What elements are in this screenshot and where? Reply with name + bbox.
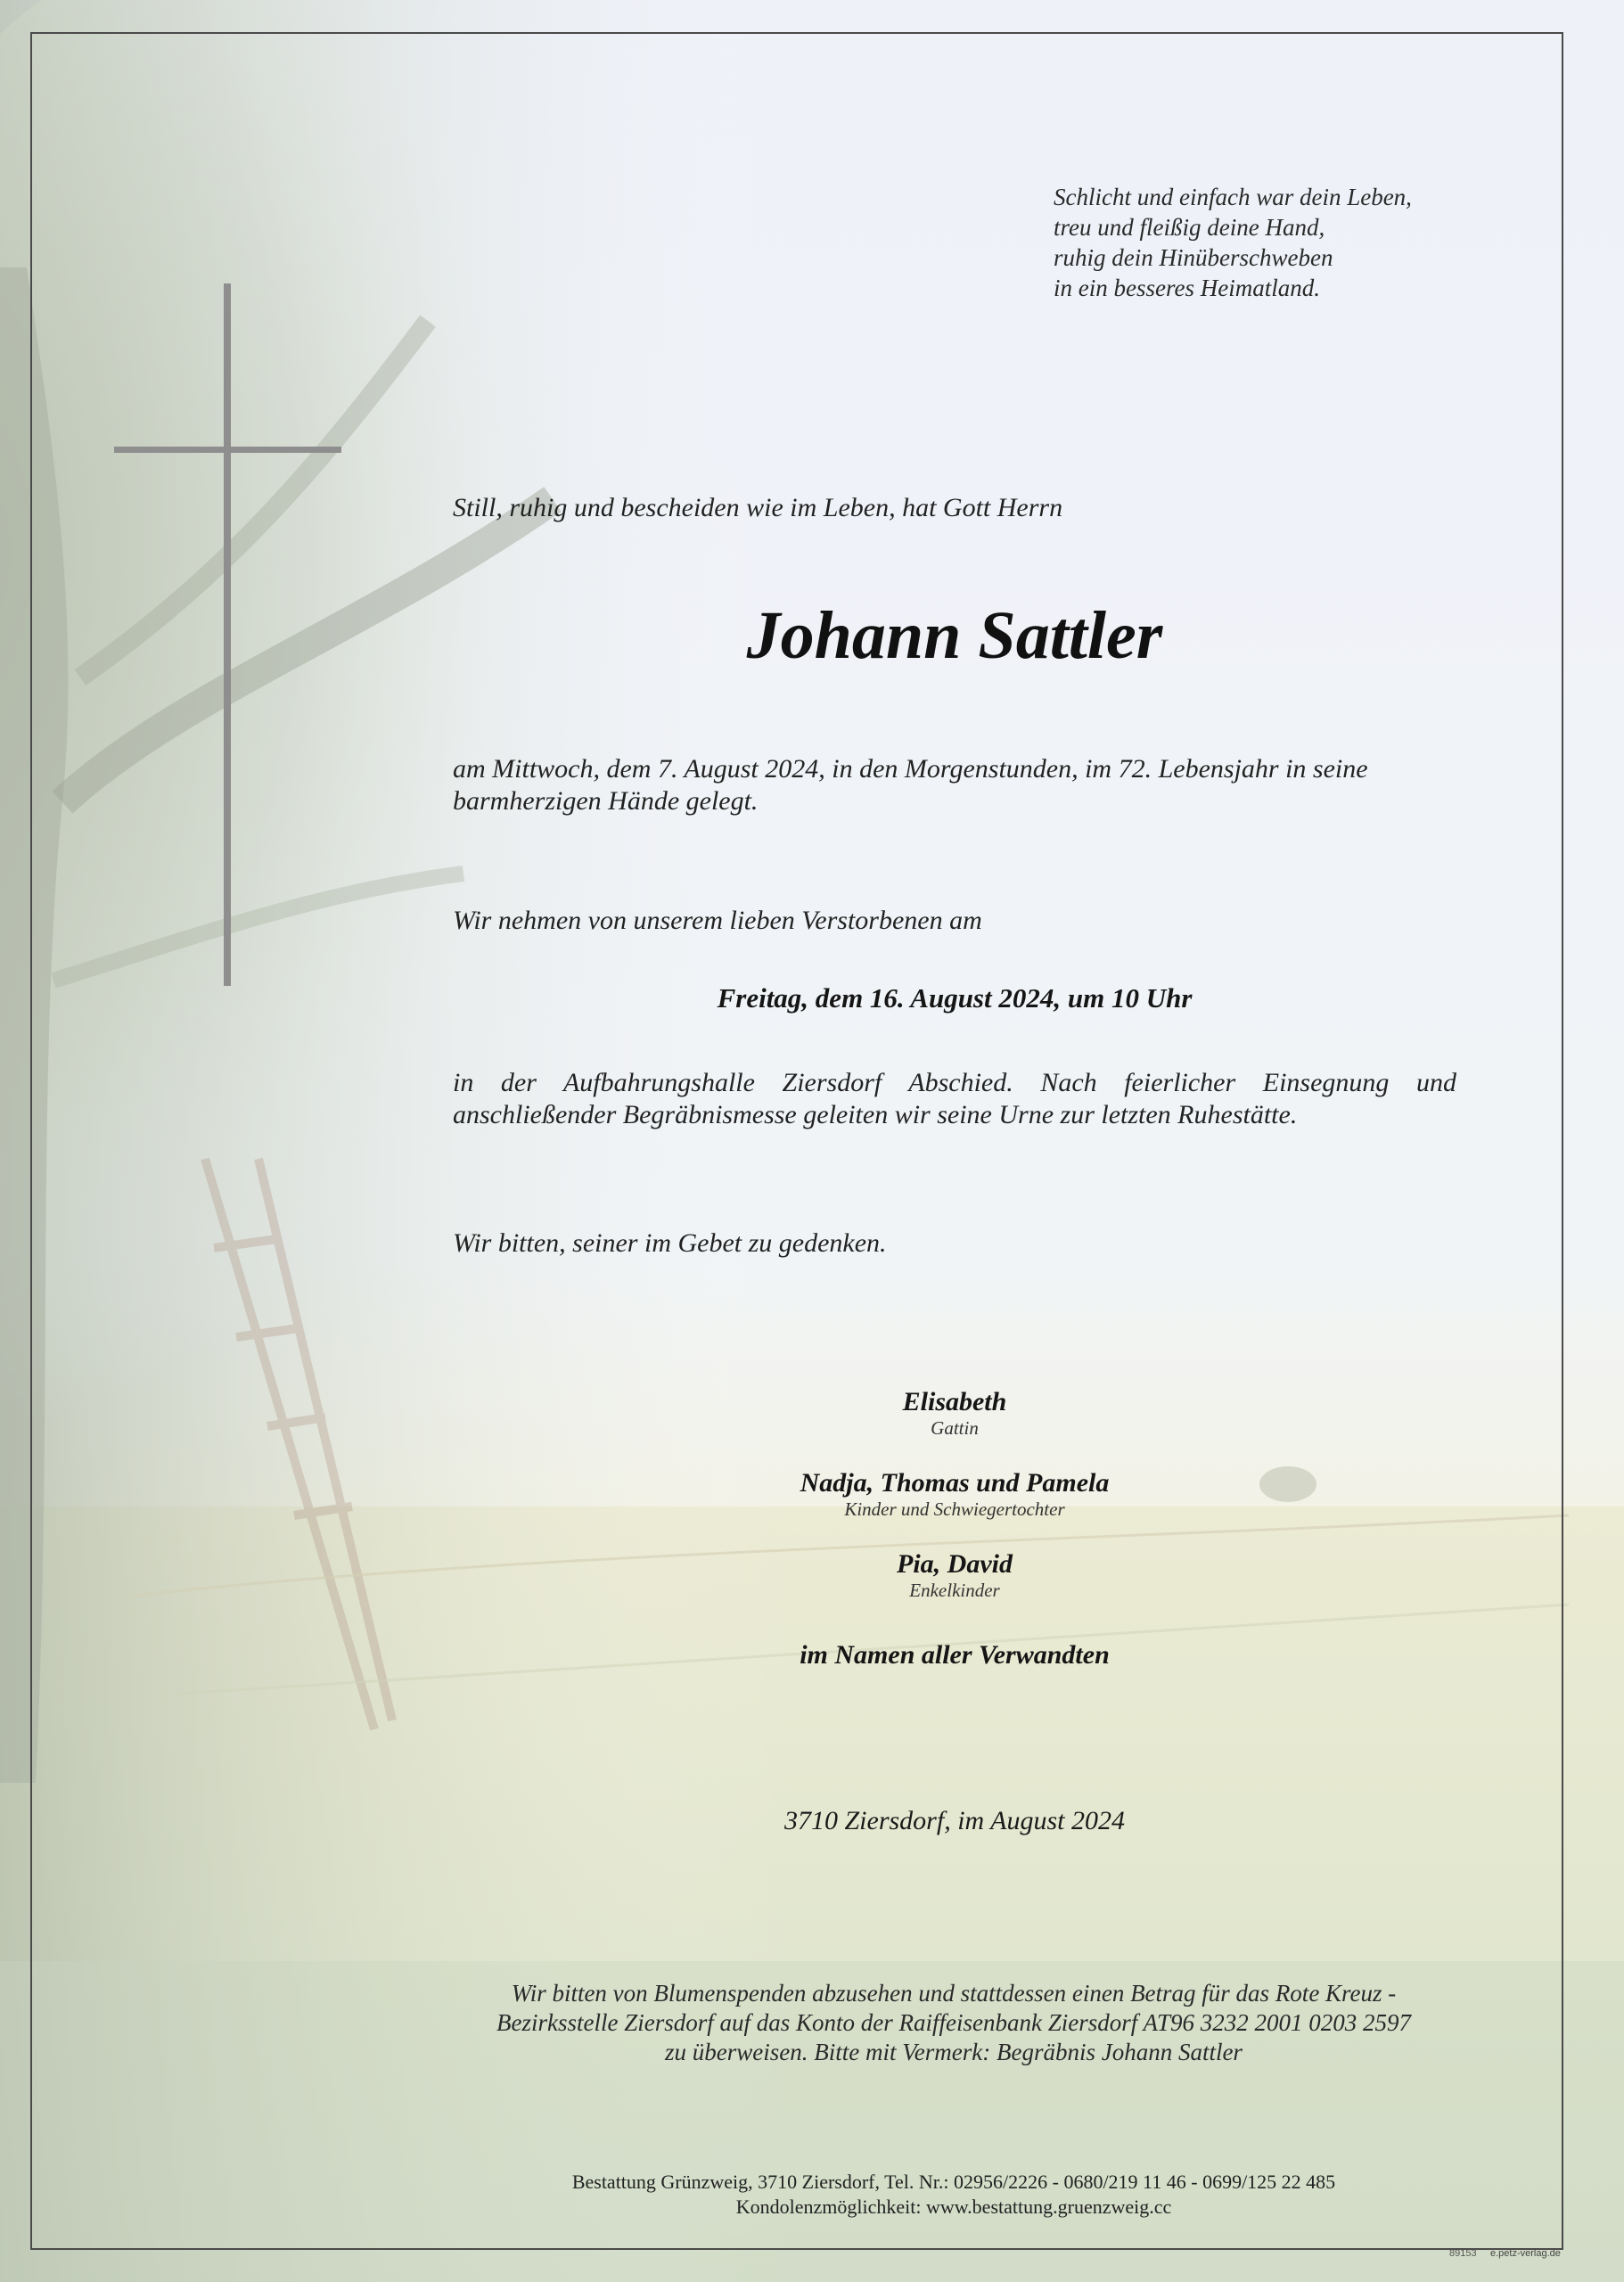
ceremony-text	[453, 1067, 1456, 1131]
family-name: Elisabeth	[902, 1387, 1007, 1416]
ceremony-line: anschließender Begräbnismesse geleiten wir seine Urne zur letzten Ruhestätte.	[453, 1100, 1298, 1129]
print-code: 89153	[1449, 2248, 1477, 2259]
death-text-line: am Mittwoch, dem 7. August 2024, in den Morgenstunden, im 72. Lebensjahr in seine	[453, 754, 1368, 784]
family-entry	[453, 1549, 1456, 1602]
cross-icon-bar	[114, 447, 341, 453]
donation-line: Wir bitten von Blumenspenden abzusehen und stattdessen einen Betrag für das Rote Kreuz -	[511, 1980, 1397, 2007]
place-date: 3710 Ziersdorf, im August 2024	[784, 1806, 1125, 1835]
funeral-home-footer	[410, 2170, 1497, 2220]
funeral-date: Freitag, dem 16. August 2024, um 10 Uhr	[717, 982, 1193, 1014]
publisher-mark: e.petz-verlag.de	[1490, 2248, 1561, 2259]
deceased-name: Johann Sattler	[746, 598, 1163, 673]
footer-contact: Bestattung Grünzweig, 3710 Ziersdorf, Tel. Nr.: 02956/2226 - 0680/219 11 46 - 0699/125 22 485	[571, 2171, 1336, 2193]
family-role: Gattin	[931, 1417, 979, 1439]
prayer-text: Wir bitten, seiner im Gebet zu gedenken.	[453, 1228, 887, 1258]
cross-icon	[224, 283, 231, 986]
family-name: Nadja, Thomas und Pamela	[800, 1468, 1110, 1498]
poem	[1054, 182, 1517, 303]
death-text-line: barmherzigen Hände gelegt.	[453, 786, 759, 816]
relatives-text: im Namen aller Verwandten	[800, 1640, 1110, 1670]
family-role: Enkelkinder	[909, 1580, 1000, 1601]
poem-line: ruhig dein Hinüberschweben	[1054, 244, 1333, 271]
footer-condolence: Kondolenzmöglichkeit: www.bestattung.gruenzweig.cc	[735, 2196, 1172, 2218]
border-frame	[30, 32, 1563, 2250]
poem-line: treu und fleißig deine Hand,	[1054, 214, 1325, 241]
family-role: Kinder und Schwiegertochter	[844, 1498, 1065, 1520]
intro-text: Still, ruhig und bescheiden wie im Leben, hat Gott Herrn	[453, 493, 1063, 522]
ceremony-line: in der Aufbahrungshalle Ziersdorf Abschied. Nach feierlicher Einsegnung und	[453, 1068, 1456, 1097]
family-entry	[453, 1387, 1456, 1440]
family-name: Pia, David	[897, 1549, 1013, 1579]
death-text	[453, 753, 1456, 817]
poem-line: in ein besseres Heimatland.	[1054, 275, 1320, 301]
donation-line: zu überweisen. Bitte mit Vermerk: Begräbnis Johann Sattler	[665, 2039, 1243, 2065]
farewell-intro: Wir nehmen von unserem lieben Verstorbenen am	[453, 906, 982, 935]
donation-line: Bezirksstelle Ziersdorf auf das Konto der Raiffeisenbank Ziersdorf AT96 3232 2001 0203 2597	[496, 2009, 1411, 2036]
family-entry	[453, 1468, 1456, 1521]
donation-note	[410, 1979, 1497, 2067]
poem-line: Schlicht und einfach war dein Leben,	[1054, 184, 1412, 210]
